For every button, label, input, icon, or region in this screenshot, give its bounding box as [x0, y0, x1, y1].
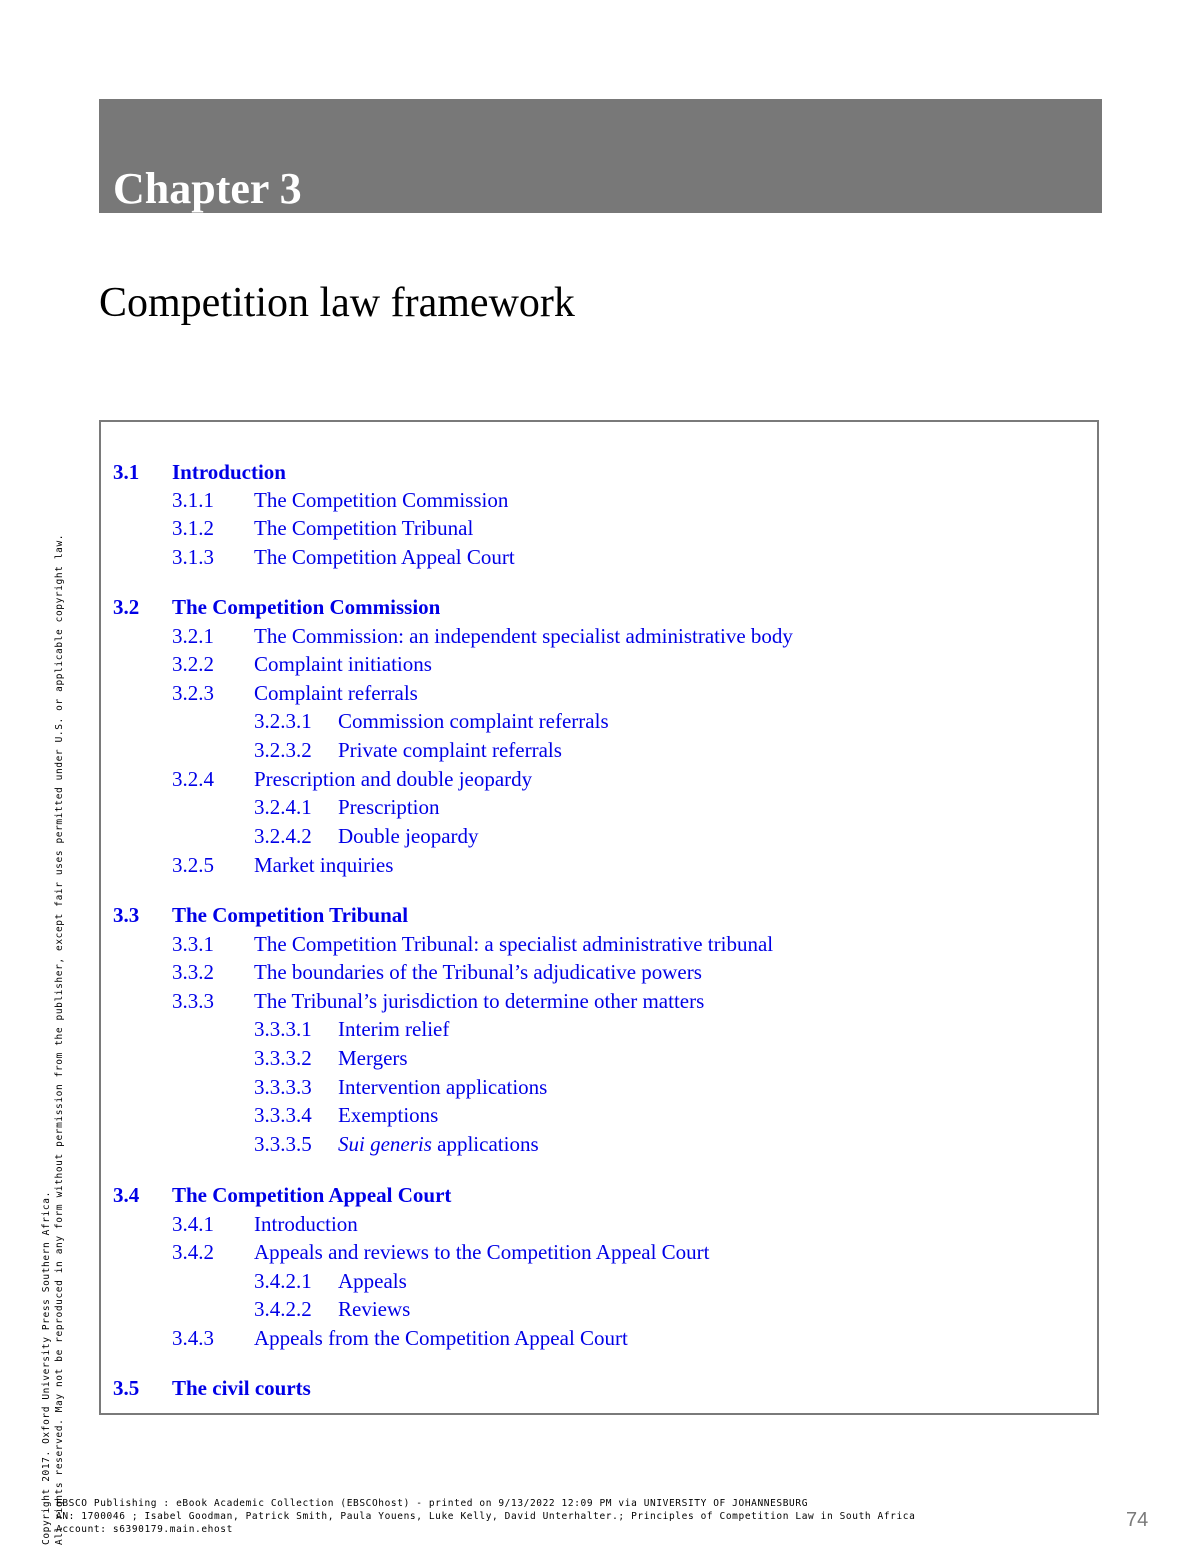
- toc-entry-title: Private complaint referrals: [338, 738, 562, 762]
- copyright-line-2: All rights reserved. May not be reproduced in any form without permission from the publisher, except fair uses permitted under U.S. or applicable copyright law.: [54, 533, 65, 1545]
- toc-entry-number: 3.4.3: [172, 1326, 214, 1350]
- toc-entry-title: Mergers: [338, 1046, 408, 1070]
- toc-entry-title: The boundaries of the Tribunal’s adjudicative powers: [254, 960, 702, 984]
- toc-entry-title: Introduction: [172, 460, 286, 484]
- toc-entry-number: 3.2.4: [172, 767, 214, 791]
- toc-entry-title: Interim relief: [338, 1017, 450, 1041]
- copyright-line-1: Copyright 2017. Oxford University Press Southern Africa.: [41, 1191, 52, 1545]
- toc-entry-number: 3.1.2: [172, 516, 214, 540]
- toc-entry-title: Appeals: [338, 1269, 407, 1293]
- toc-entry-number: 3.2.3: [172, 681, 214, 705]
- toc-entry-title: Sui generis applications: [338, 1132, 539, 1156]
- toc-entry-number: 3.4.2.1: [254, 1269, 312, 1293]
- toc-entry-title: The Competition Tribunal: a specialist administrative tribunal: [254, 932, 774, 956]
- toc-entry-number: 3.5: [113, 1376, 140, 1400]
- toc-entry-number: 3.3.1: [172, 932, 214, 956]
- toc-entry-title: The civil courts: [172, 1376, 311, 1400]
- toc-entry-number: 3.3.3.3: [254, 1075, 312, 1099]
- toc-entry-title: The Tribunal’s jurisdiction to determine other matters: [254, 989, 705, 1013]
- toc-entry-title: Market inquiries: [254, 853, 394, 877]
- toc-entry-number: 3.3.3.2: [254, 1046, 312, 1070]
- footer-line-3: Account: s6390179.main.ehost: [56, 1524, 233, 1535]
- page-footer: [56, 1497, 915, 1536]
- chapter-title: Competition law framework: [99, 280, 575, 326]
- footer-line-1: EBSCO Publishing : eBook Academic Collection (EBSCOhost) - printed on 9/13/2022 12:09 PM via UNIVERSITY OF JOHANNESBURG: [56, 1498, 809, 1509]
- toc-entry-title: The Competition Appeal Court: [172, 1183, 452, 1207]
- toc-entry-title: The Competition Commission: [254, 488, 509, 512]
- toc-entry-title: The Competition Commission: [172, 595, 441, 619]
- toc-entry-title: The Competition Tribunal: [254, 516, 474, 540]
- toc-entry-number: 3.2: [113, 595, 140, 619]
- chapter-header-band: [99, 99, 1102, 213]
- toc-entry-number: 3.2.3.2: [254, 738, 312, 762]
- copyright-notice: [40, 534, 66, 1545]
- toc-entry-title: Double jeopardy: [338, 824, 479, 848]
- toc-entry-title: Introduction: [254, 1212, 358, 1236]
- toc-entry-number: 3.2.4.2: [254, 824, 312, 848]
- toc-entry-title: The Commission: an independent specialist administrative body: [254, 624, 793, 648]
- chapter-label: Chapter 3: [113, 164, 302, 213]
- toc-entry-number: 3.2.2: [172, 652, 214, 676]
- toc-entry-title: Reviews: [338, 1297, 411, 1321]
- toc-entry-number: 3.1.1: [172, 488, 214, 512]
- toc-entry-number: 3.4.2: [172, 1240, 214, 1264]
- toc-entry-number: 3.4: [113, 1183, 140, 1207]
- toc-entry-number: 3.3.3.1: [254, 1017, 312, 1041]
- toc-entry-number: 3.3.3: [172, 989, 214, 1013]
- toc-entry-number: 3.2.5: [172, 853, 214, 877]
- toc-entry-number: 3.3.2: [172, 960, 214, 984]
- toc-entry-number: 3.2.3.1: [254, 709, 312, 733]
- toc-entry-title: Appeals from the Competition Appeal Court: [254, 1326, 628, 1350]
- toc-entry-number: 3.4.1: [172, 1212, 214, 1236]
- footer-line-2: AN: 1700046 ; Isabel Goodman, Patrick Smith, Paula Youens, Luke Kelly, David Unterhalter.; Principles of Competition Law in South Africa: [56, 1511, 916, 1522]
- toc-entry-number: 3.2.1: [172, 624, 214, 648]
- toc-entry-number: 3.3.3.5: [254, 1132, 312, 1156]
- toc-entry-title: Commission complaint referrals: [338, 709, 609, 733]
- toc-entry-number: 3.3.3.4: [254, 1103, 312, 1127]
- toc-entry-title: Exemptions: [338, 1103, 439, 1127]
- toc-entry-number: 3.3: [113, 903, 140, 927]
- toc-entry-title: The Competition Tribunal: [172, 903, 409, 927]
- toc-entry-title: Complaint initiations: [254, 652, 432, 676]
- toc-entry-number: 3.2.4.1: [254, 795, 312, 819]
- toc-entry-number: 3.1: [113, 460, 140, 484]
- toc-entry-number: 3.1.3: [172, 545, 214, 569]
- page-number: 74: [1126, 1509, 1149, 1531]
- toc-entry-title-italic: Sui generis: [338, 1132, 432, 1156]
- toc-entry-title: Prescription and double jeopardy: [254, 767, 533, 791]
- toc-entry-title: Prescription: [338, 795, 440, 819]
- toc-entry-title: Complaint referrals: [254, 681, 418, 705]
- toc-entry-title: The Competition Appeal Court: [254, 545, 515, 569]
- toc-entry-title: Intervention applications: [338, 1075, 548, 1099]
- toc-entry-number: 3.4.2.2: [254, 1297, 312, 1321]
- toc-entry-title: Appeals and reviews to the Competition Appeal Court: [254, 1240, 710, 1264]
